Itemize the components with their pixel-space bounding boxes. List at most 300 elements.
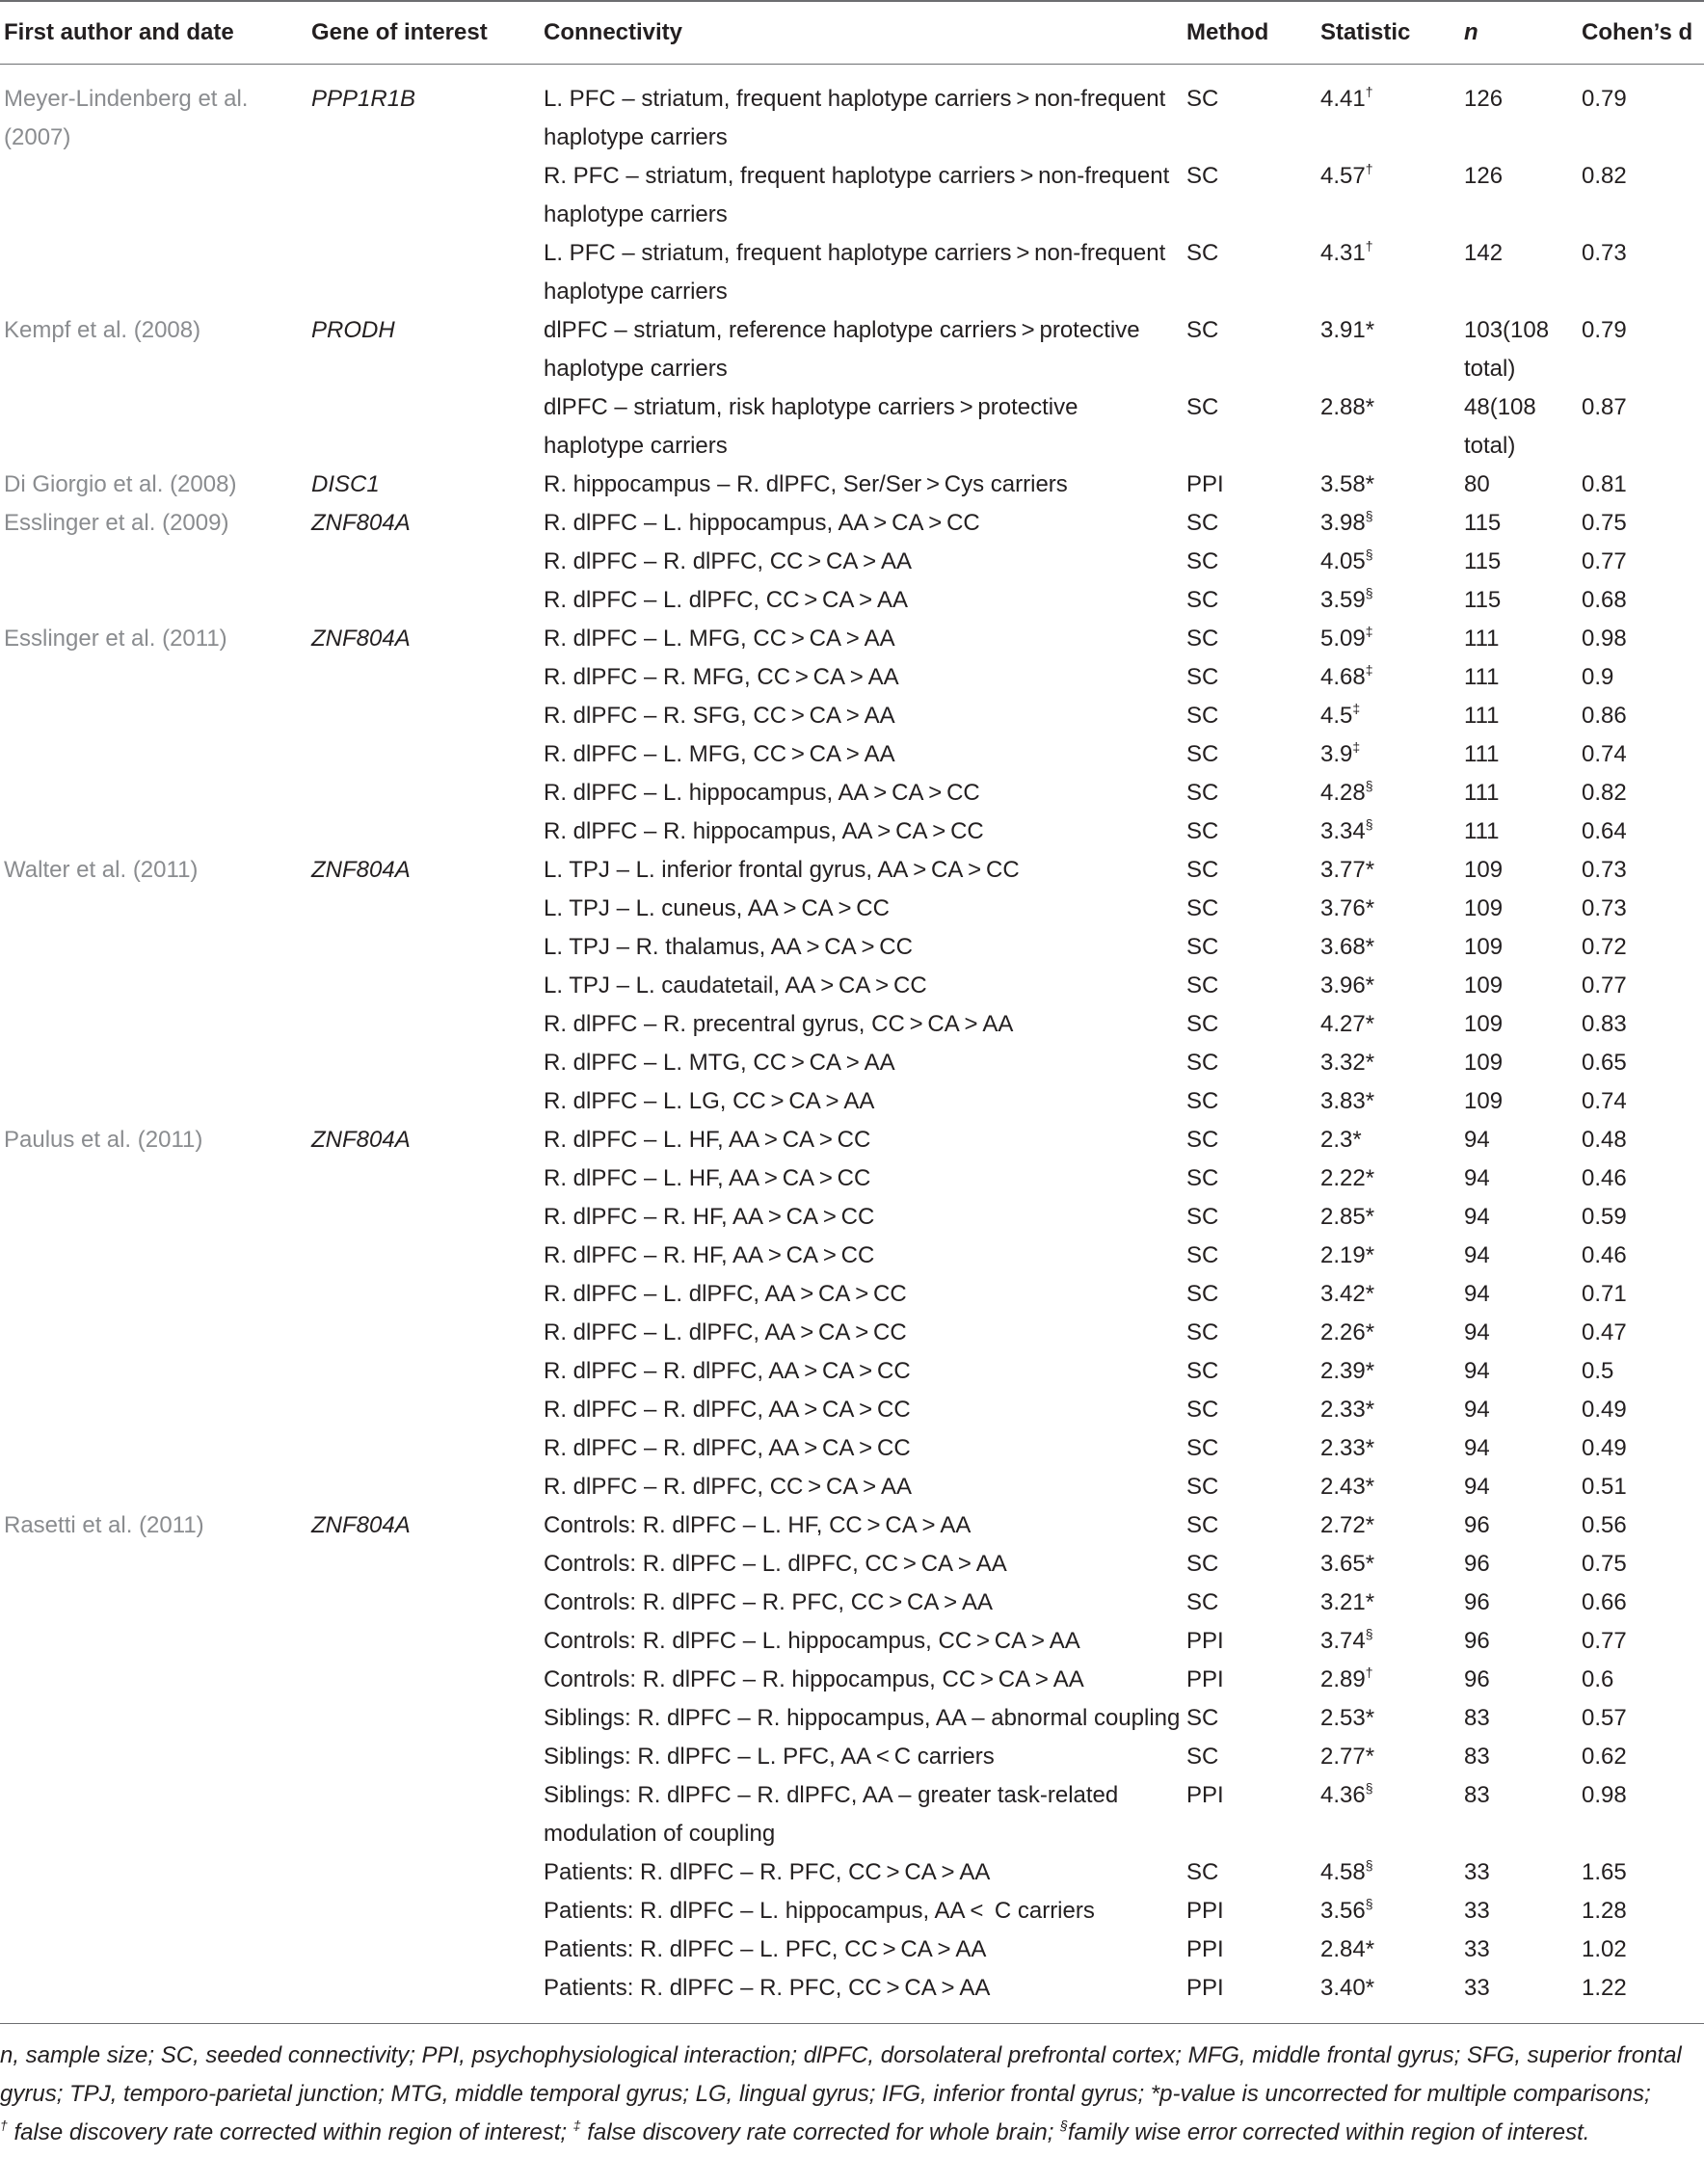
statistic-footnote-mark: § bbox=[1365, 1780, 1373, 1796]
method-cell: PPI bbox=[1186, 1666, 1224, 1692]
statistic-cell bbox=[1317, 1082, 1460, 1121]
cohens-d-cell: 1.22 bbox=[1582, 1975, 1627, 2001]
n-cell: 96 bbox=[1464, 1512, 1490, 1538]
statistic-cell bbox=[1317, 1044, 1460, 1082]
method-cell: SC bbox=[1186, 1358, 1219, 1384]
connectivity-cell: Siblings: R. dlPFC – R. hippocampus, AA – abnormal coupling bbox=[544, 1705, 1181, 1731]
statistic-cell bbox=[1317, 697, 1460, 735]
cohens-d-cell: 0.59 bbox=[1582, 1204, 1627, 1230]
method-cell: SC bbox=[1186, 240, 1219, 266]
author-cell: Walter et al. (2011) bbox=[4, 857, 199, 883]
n-cell: 83 bbox=[1464, 1705, 1490, 1731]
connectivity-cell: R. dlPFC – R. precentral gyrus, CC > CA > AA bbox=[544, 1011, 1014, 1037]
gene-cell bbox=[307, 774, 540, 812]
method-cell: SC bbox=[1186, 86, 1219, 112]
n-cell: 94 bbox=[1464, 1204, 1490, 1230]
n-cell: 33 bbox=[1464, 1936, 1490, 1962]
cohens-d-cell: 0.83 bbox=[1582, 1011, 1627, 1037]
gene-cell bbox=[307, 1931, 540, 1969]
n-cell: 142 bbox=[1464, 240, 1504, 266]
table-row bbox=[0, 928, 1704, 967]
statistic-value: 2.3* bbox=[1320, 1127, 1362, 1153]
table-row bbox=[0, 1622, 1704, 1661]
statistic-footnote-mark: ‡ bbox=[1365, 662, 1373, 678]
footnote-line-2: gyrus; TPJ, temporo-parietal junction; MTG, middle temporal gyrus; LG, lingual gyrus; IFG, inferior frontal gyrus; *p-value is uncorrected for multiple comparisons; bbox=[0, 2081, 1651, 2107]
statistic-cell bbox=[1317, 157, 1460, 234]
method-cell: SC bbox=[1186, 394, 1219, 420]
author-cell bbox=[0, 812, 307, 851]
statistic-footnote-mark: § bbox=[1365, 546, 1373, 562]
table-row bbox=[0, 620, 1704, 658]
footnote-line-1: n, sample size; SC, seeded connectivity; PPI, psychophysiological interaction; dlPFC, dorsolateral prefrontal cortex; MFG, middle frontal gyrus; SFG, superior frontal bbox=[0, 2042, 1682, 2068]
cohens-d-cell: 0.75 bbox=[1582, 1551, 1627, 1577]
author-cell bbox=[0, 388, 307, 466]
n-cell: 83 bbox=[1464, 1744, 1490, 1770]
table-row bbox=[0, 1352, 1704, 1391]
author-cell bbox=[0, 735, 307, 774]
connectivity-cell: L. TPJ – L. caudatetail, AA > CA > CC bbox=[544, 972, 927, 999]
author-cell bbox=[0, 1314, 307, 1352]
gene-cell bbox=[307, 1699, 540, 1738]
statistic-cell bbox=[1317, 581, 1460, 620]
method-cell: SC bbox=[1186, 1397, 1219, 1423]
cohens-d-cell: 0.98 bbox=[1582, 626, 1627, 652]
method-cell: SC bbox=[1186, 548, 1219, 574]
author-cell bbox=[0, 967, 307, 1005]
statistic-value: 2.53* bbox=[1320, 1705, 1375, 1731]
n-cell: 115 bbox=[1464, 587, 1502, 613]
statistic-cell bbox=[1317, 620, 1460, 658]
gene-cell bbox=[307, 1853, 540, 1892]
statistic-cell bbox=[1317, 1661, 1460, 1699]
n-cell: 115 bbox=[1464, 510, 1502, 536]
method-cell: SC bbox=[1186, 1705, 1219, 1731]
cohens-d-cell: 0.98 bbox=[1582, 1782, 1627, 1808]
connectivity-cell: R. dlPFC – L. hippocampus, AA > CA > CC bbox=[544, 780, 980, 806]
table-row bbox=[0, 1584, 1704, 1622]
table-row bbox=[0, 1506, 1704, 1545]
connectivity-cell: L. TPJ – L. cuneus, AA > CA > CC bbox=[544, 895, 890, 921]
statistic-value: 2.88* bbox=[1320, 394, 1375, 420]
n-cell: 126 bbox=[1464, 86, 1504, 112]
statistic-cell bbox=[1317, 65, 1460, 158]
author-cell: Di Giorgio et al. (2008) bbox=[4, 471, 237, 497]
gene-cell bbox=[307, 1198, 540, 1237]
header-n: n bbox=[1460, 1, 1578, 65]
statistic-cell bbox=[1317, 890, 1460, 928]
table-row bbox=[0, 1931, 1704, 1969]
method-cell: SC bbox=[1186, 626, 1219, 652]
n-cell: 103(108 total) bbox=[1464, 317, 1550, 382]
statistic-value: 5.09 bbox=[1320, 626, 1366, 652]
statistic-value: 2.26* bbox=[1320, 1319, 1375, 1345]
n-cell: 96 bbox=[1464, 1551, 1490, 1577]
method-cell: SC bbox=[1186, 664, 1219, 690]
cohens-d-cell: 0.81 bbox=[1582, 471, 1627, 497]
cohens-d-cell: 0.6 bbox=[1582, 1666, 1614, 1692]
cohens-d-cell: 0.77 bbox=[1582, 1628, 1627, 1654]
table-row bbox=[0, 658, 1704, 697]
cohens-d-cell: 0.82 bbox=[1582, 163, 1627, 189]
gene-cell bbox=[307, 890, 540, 928]
cohens-d-cell: 0.9 bbox=[1582, 664, 1614, 690]
statistic-cell bbox=[1317, 1275, 1460, 1314]
gene-cell: DISC1 bbox=[311, 471, 380, 497]
author-cell: Esslinger et al. (2009) bbox=[4, 510, 229, 536]
table-row bbox=[0, 851, 1704, 890]
connectivity-cell: dlPFC – striatum, reference haplotype carriers > protective haplotype carriers bbox=[544, 317, 1140, 382]
header-connectivity: Connectivity bbox=[540, 1, 1183, 65]
gene-cell: ZNF804A bbox=[311, 1127, 411, 1153]
method-cell: SC bbox=[1186, 317, 1219, 343]
gene-cell bbox=[307, 581, 540, 620]
statistic-cell bbox=[1317, 504, 1460, 543]
connectivity-cell: R. dlPFC – R. HF, AA > CA > CC bbox=[544, 1242, 875, 1268]
statistic-cell bbox=[1317, 1853, 1460, 1892]
author-cell bbox=[0, 1661, 307, 1699]
gene-cell bbox=[307, 1314, 540, 1352]
statistic-cell bbox=[1317, 1699, 1460, 1738]
gene-cell bbox=[307, 967, 540, 1005]
n-cell: 33 bbox=[1464, 1975, 1490, 2001]
table-row bbox=[0, 1545, 1704, 1584]
gene-cell bbox=[307, 388, 540, 466]
gene-cell bbox=[307, 1776, 540, 1853]
author-cell bbox=[0, 1391, 307, 1429]
method-cell: SC bbox=[1186, 780, 1219, 806]
statistic-cell bbox=[1317, 774, 1460, 812]
table-row bbox=[0, 890, 1704, 928]
statistic-footnote-mark: § bbox=[1365, 778, 1373, 793]
gene-cell bbox=[307, 1892, 540, 1931]
gene-cell: ZNF804A bbox=[311, 1512, 411, 1538]
statistic-footnote-mark: § bbox=[1365, 508, 1373, 523]
connectivity-cell: R. dlPFC – L. MFG, CC > CA > AA bbox=[544, 741, 895, 767]
author-cell bbox=[0, 1275, 307, 1314]
cohens-d-cell: 1.65 bbox=[1582, 1859, 1627, 1885]
statistic-footnote-mark: § bbox=[1365, 1626, 1373, 1641]
gene-cell: ZNF804A bbox=[311, 510, 411, 536]
table-row bbox=[0, 1314, 1704, 1352]
author-cell bbox=[0, 1237, 307, 1275]
connectivity-cell: L. PFC – striatum, frequent haplotype carriers > non-frequent haplotype carriers bbox=[544, 240, 1166, 305]
cohens-d-cell: 0.46 bbox=[1582, 1165, 1627, 1191]
statistic-cell bbox=[1317, 466, 1460, 504]
statistic-value: 3.56 bbox=[1320, 1898, 1366, 1924]
statistic-footnote-mark: ‡ bbox=[1352, 739, 1361, 755]
table-footnote bbox=[0, 2037, 1704, 2152]
table-row bbox=[0, 1429, 1704, 1468]
cohens-d-cell: 0.87 bbox=[1582, 394, 1627, 420]
statistic-value: 2.77* bbox=[1320, 1744, 1375, 1770]
n-cell: 111 bbox=[1464, 703, 1500, 729]
n-cell: 126 bbox=[1464, 163, 1504, 189]
n-cell: 94 bbox=[1464, 1242, 1490, 1268]
cohens-d-cell: 0.77 bbox=[1582, 972, 1627, 999]
author-cell bbox=[0, 1352, 307, 1391]
connectivity-cell: R. dlPFC – L. hippocampus, AA > CA > CC bbox=[544, 510, 980, 536]
statistic-value: 3.74 bbox=[1320, 1628, 1366, 1654]
statistic-value: 3.91* bbox=[1320, 317, 1375, 343]
cohens-d-cell: 0.75 bbox=[1582, 510, 1627, 536]
table-row bbox=[0, 504, 1704, 543]
statistic-cell bbox=[1317, 928, 1460, 967]
footnote-line-3: † false discovery rate corrected within region of interest; ‡ false discovery rate corrected for whole brain; §family wise error corrected within region of interest. bbox=[0, 2117, 1590, 2145]
statistic-cell bbox=[1317, 851, 1460, 890]
cohens-d-cell: 0.71 bbox=[1582, 1281, 1627, 1307]
table-row bbox=[0, 1699, 1704, 1738]
author-cell bbox=[0, 928, 307, 967]
connectivity-cell: Controls: R. dlPFC – R. PFC, CC > CA > AA bbox=[544, 1589, 994, 1615]
cohens-d-cell: 0.86 bbox=[1582, 703, 1627, 729]
statistic-value: 2.19* bbox=[1320, 1242, 1375, 1268]
gene-cell bbox=[307, 1237, 540, 1275]
n-cell: 94 bbox=[1464, 1397, 1490, 1423]
method-cell: SC bbox=[1186, 1242, 1219, 1268]
statistic-footnote-mark: § bbox=[1365, 1857, 1373, 1873]
cohens-d-cell: 0.48 bbox=[1582, 1127, 1627, 1153]
table-row bbox=[0, 311, 1704, 388]
statistic-value: 2.84* bbox=[1320, 1936, 1375, 1962]
statistic-value: 3.83* bbox=[1320, 1088, 1375, 1114]
author-cell bbox=[0, 1853, 307, 1892]
gene-cell: PPP1R1B bbox=[311, 86, 416, 112]
gene-cell bbox=[307, 234, 540, 311]
n-cell: 33 bbox=[1464, 1859, 1490, 1885]
method-cell: SC bbox=[1186, 587, 1219, 613]
statistic-footnote-mark: † bbox=[1365, 84, 1373, 99]
table-row bbox=[0, 735, 1704, 774]
cohens-d-cell: 0.49 bbox=[1582, 1397, 1627, 1423]
cohens-d-cell: 0.79 bbox=[1582, 86, 1627, 112]
author-cell bbox=[0, 1198, 307, 1237]
connectivity-cell: Controls: R. dlPFC – L. HF, CC > CA > AA bbox=[544, 1512, 972, 1538]
method-cell: PPI bbox=[1186, 1898, 1224, 1924]
statistic-cell bbox=[1317, 1429, 1460, 1468]
statistic-cell bbox=[1317, 967, 1460, 1005]
author-cell bbox=[0, 1545, 307, 1584]
statistic-cell bbox=[1317, 234, 1460, 311]
method-cell: SC bbox=[1186, 1204, 1219, 1230]
table-row bbox=[0, 1275, 1704, 1314]
table-row bbox=[0, 234, 1704, 311]
cohens-d-cell: 0.49 bbox=[1582, 1435, 1627, 1461]
connectivity-cell: Controls: R. dlPFC – L. hippocampus, CC > CA > AA bbox=[544, 1628, 1080, 1654]
cohens-d-cell: 0.82 bbox=[1582, 780, 1627, 806]
n-cell: 94 bbox=[1464, 1127, 1490, 1153]
connectivity-cell: Patients: R. dlPFC – R. PFC, CC > CA > AA bbox=[544, 1859, 991, 1885]
author-cell bbox=[0, 1969, 307, 2008]
table-row bbox=[0, 388, 1704, 466]
statistic-value: 3.40* bbox=[1320, 1975, 1375, 2001]
statistic-value: 3.32* bbox=[1320, 1050, 1375, 1076]
statistic-cell bbox=[1317, 1198, 1460, 1237]
statistic-cell bbox=[1317, 658, 1460, 697]
author-cell bbox=[0, 1738, 307, 1776]
cohens-d-cell: 0.73 bbox=[1582, 895, 1627, 921]
n-cell: 109 bbox=[1464, 934, 1504, 960]
statistic-value: 2.43* bbox=[1320, 1474, 1375, 1500]
statistic-cell bbox=[1317, 812, 1460, 851]
table-row bbox=[0, 543, 1704, 581]
connectivity-cell: Siblings: R. dlPFC – L. PFC, AA < C carriers bbox=[544, 1744, 995, 1770]
statistic-value: 3.96* bbox=[1320, 972, 1375, 999]
cohens-d-cell: 0.57 bbox=[1582, 1705, 1627, 1731]
cohens-d-cell: 0.46 bbox=[1582, 1242, 1627, 1268]
author-cell bbox=[0, 658, 307, 697]
connectivity-cell: dlPFC – striatum, risk haplotype carriers > protective haplotype carriers bbox=[544, 394, 1078, 459]
statistic-value: 2.85* bbox=[1320, 1204, 1375, 1230]
author-cell bbox=[0, 1892, 307, 1931]
method-cell: SC bbox=[1186, 1859, 1219, 1885]
table-row bbox=[0, 1198, 1704, 1237]
n-cell: 109 bbox=[1464, 895, 1504, 921]
header-author: First author and date bbox=[0, 1, 307, 65]
author-cell bbox=[0, 1699, 307, 1738]
statistic-value: 3.68* bbox=[1320, 934, 1375, 960]
statistic-value: 3.59 bbox=[1320, 587, 1366, 613]
statistic-footnote-mark: † bbox=[1365, 238, 1373, 253]
gene-cell bbox=[307, 1545, 540, 1584]
table-row bbox=[0, 1776, 1704, 1853]
connectivity-cell: R. dlPFC – L. MTG, CC > CA > AA bbox=[544, 1050, 895, 1076]
gene-cell bbox=[307, 1352, 540, 1391]
cohens-d-cell: 1.28 bbox=[1582, 1898, 1627, 1924]
n-cell: 94 bbox=[1464, 1281, 1490, 1307]
method-cell: SC bbox=[1186, 163, 1219, 189]
statistic-value: 4.58 bbox=[1320, 1859, 1366, 1885]
cohens-d-cell: 0.72 bbox=[1582, 934, 1627, 960]
cohens-d-cell: 0.62 bbox=[1582, 1744, 1627, 1770]
author-cell bbox=[0, 1159, 307, 1198]
statistic-value: 4.41 bbox=[1320, 86, 1366, 112]
method-cell: SC bbox=[1186, 510, 1219, 536]
method-cell: PPI bbox=[1186, 471, 1224, 497]
statistic-cell bbox=[1317, 1005, 1460, 1044]
author-cell bbox=[0, 1776, 307, 1853]
connectivity-cell: R. PFC – striatum, frequent haplotype carriers > non-frequent haplotype carriers bbox=[544, 163, 1170, 227]
connectivity-cell: R. dlPFC – L. dlPFC, CC > CA > AA bbox=[544, 587, 908, 613]
author-cell bbox=[0, 234, 307, 311]
statistic-footnote-mark: † bbox=[1365, 1665, 1373, 1680]
gene-cell bbox=[307, 1082, 540, 1121]
connectivity-cell: R. dlPFC – R. dlPFC, AA > CA > CC bbox=[544, 1435, 911, 1461]
statistic-value: 3.77* bbox=[1320, 857, 1375, 883]
author-cell bbox=[0, 157, 307, 234]
n-cell: 109 bbox=[1464, 1088, 1504, 1114]
n-cell: 111 bbox=[1464, 780, 1500, 806]
gene-cell bbox=[307, 1622, 540, 1661]
method-cell: SC bbox=[1186, 857, 1219, 883]
author-cell bbox=[0, 774, 307, 812]
table-row bbox=[0, 1082, 1704, 1121]
method-cell: SC bbox=[1186, 934, 1219, 960]
gene-cell bbox=[307, 1584, 540, 1622]
method-cell: SC bbox=[1186, 1127, 1219, 1153]
n-cell: 109 bbox=[1464, 857, 1504, 883]
gene-cell bbox=[307, 157, 540, 234]
author-cell: Rasetti et al. (2011) bbox=[4, 1512, 204, 1538]
table-bottom-rule bbox=[0, 2023, 1704, 2024]
author-cell bbox=[0, 697, 307, 735]
statistic-cell bbox=[1317, 1468, 1460, 1506]
statistic-cell bbox=[1317, 1892, 1460, 1931]
statistic-cell bbox=[1317, 1931, 1460, 1969]
connectivity-cell: R. dlPFC – R. dlPFC, CC > CA > AA bbox=[544, 548, 912, 574]
n-cell: 111 bbox=[1464, 741, 1500, 767]
statistic-cell bbox=[1317, 1969, 1460, 2008]
n-cell: 94 bbox=[1464, 1435, 1490, 1461]
statistic-cell bbox=[1317, 735, 1460, 774]
connectivity-cell: R. dlPFC – R. dlPFC, AA > CA > CC bbox=[544, 1397, 911, 1423]
n-cell: 94 bbox=[1464, 1165, 1490, 1191]
gene-cell bbox=[307, 1738, 540, 1776]
gene-cell bbox=[307, 735, 540, 774]
statistic-cell bbox=[1317, 1738, 1460, 1776]
gene-cell bbox=[307, 1661, 540, 1699]
footnote-section: § bbox=[1060, 2117, 1068, 2133]
statistic-value: 3.76* bbox=[1320, 895, 1375, 921]
method-cell: SC bbox=[1186, 972, 1219, 999]
table-row bbox=[0, 1044, 1704, 1082]
author-cell bbox=[0, 1931, 307, 1969]
cohens-d-cell: 0.64 bbox=[1582, 818, 1627, 844]
statistic-cell bbox=[1317, 311, 1460, 388]
statistic-value: 2.22* bbox=[1320, 1165, 1375, 1191]
gene-cell bbox=[307, 1429, 540, 1468]
n-cell: 111 bbox=[1464, 664, 1500, 690]
author-cell bbox=[0, 1044, 307, 1082]
gene-cell: PRODH bbox=[311, 317, 395, 343]
table-row bbox=[0, 466, 1704, 504]
statistic-value: 4.57 bbox=[1320, 163, 1366, 189]
method-cell: SC bbox=[1186, 1281, 1219, 1307]
connectivity-cell: R. dlPFC – R. MFG, CC > CA > AA bbox=[544, 664, 899, 690]
statistic-value: 4.31 bbox=[1320, 240, 1366, 266]
statistic-footnote-mark: ‡ bbox=[1365, 624, 1373, 639]
statistic-footnote-mark: § bbox=[1365, 1896, 1373, 1911]
n-cell: 94 bbox=[1464, 1358, 1490, 1384]
method-cell: SC bbox=[1186, 1551, 1219, 1577]
statistic-cell bbox=[1317, 1622, 1460, 1661]
statistic-value: 3.58* bbox=[1320, 471, 1375, 497]
statistic-value: 4.5 bbox=[1320, 703, 1353, 729]
method-cell: SC bbox=[1186, 1165, 1219, 1191]
connectivity-cell: R. dlPFC – R. hippocampus, AA > CA > CC bbox=[544, 818, 984, 844]
connectivity-cell: R. dlPFC – R. dlPFC, CC > CA > AA bbox=[544, 1474, 912, 1500]
n-cell: 83 bbox=[1464, 1782, 1490, 1808]
connectivity-cell: R. dlPFC – R. dlPFC, AA > CA > CC bbox=[544, 1358, 911, 1384]
table-row bbox=[0, 1661, 1704, 1699]
n-cell: 111 bbox=[1464, 626, 1500, 652]
header-row bbox=[0, 1, 1704, 65]
table-row bbox=[0, 1237, 1704, 1275]
connectivity-cell: R. dlPFC – L. MFG, CC > CA > AA bbox=[544, 626, 895, 652]
statistic-value: 2.72* bbox=[1320, 1512, 1375, 1538]
statistic-value: 3.21* bbox=[1320, 1589, 1375, 1615]
table-body bbox=[0, 65, 1704, 2009]
connectivity-cell: R. hippocampus – R. dlPFC, Ser/Ser > Cys carriers bbox=[544, 471, 1068, 497]
connectivity-cell: R. dlPFC – L. LG, CC > CA > AA bbox=[544, 1088, 875, 1114]
author-cell bbox=[0, 1622, 307, 1661]
n-cell: 115 bbox=[1464, 548, 1502, 574]
n-cell: 94 bbox=[1464, 1319, 1490, 1345]
connectivity-cell: Controls: R. dlPFC – L. dlPFC, CC > CA > AA bbox=[544, 1551, 1007, 1577]
connectivity-cell: L. PFC – striatum, frequent haplotype carriers > non-frequent haplotype carriers bbox=[544, 86, 1166, 150]
gene-cell bbox=[307, 543, 540, 581]
method-cell: SC bbox=[1186, 1589, 1219, 1615]
cohens-d-cell: 0.74 bbox=[1582, 741, 1627, 767]
